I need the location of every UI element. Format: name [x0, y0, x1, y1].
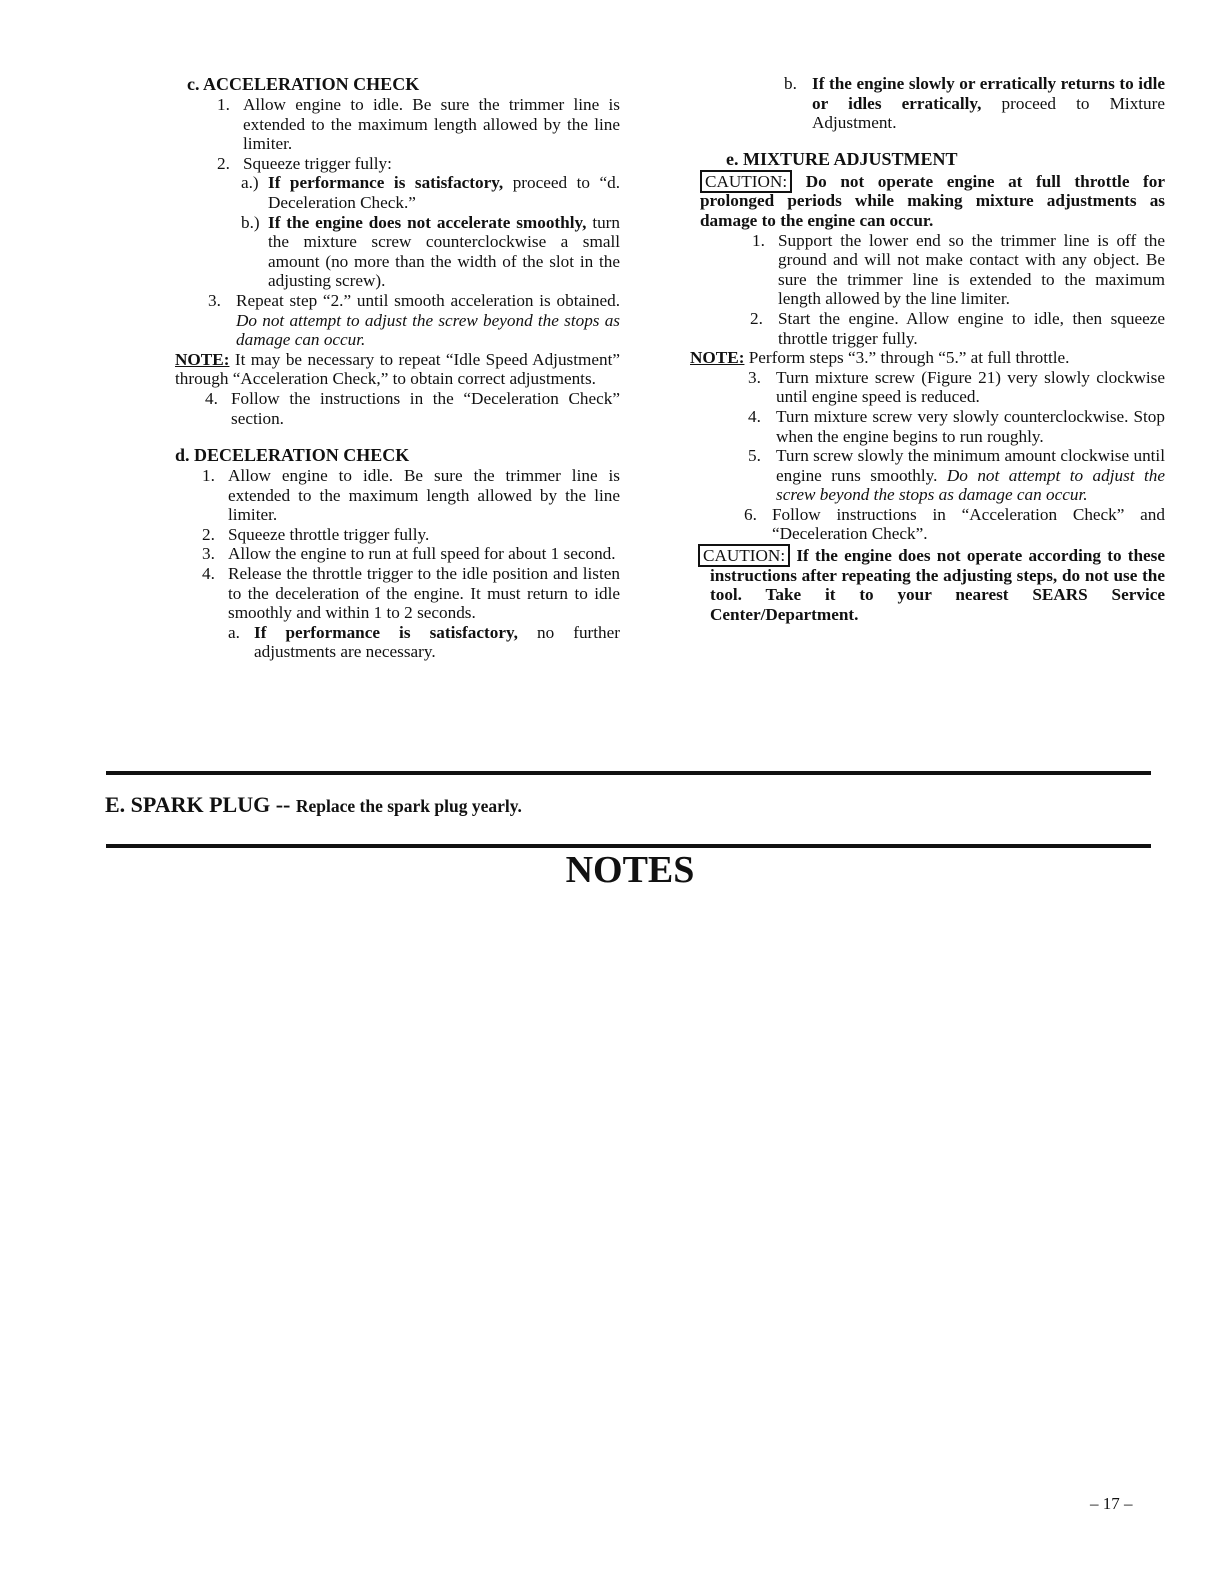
list-item: 2. Squeeze trigger fully: [217, 153, 392, 173]
list-item: 2. Squeeze throttle trigger fully. [202, 524, 430, 544]
list-item: 3. Repeat step “2.” until smooth acceleration is obtained. Do not attempt to adjust the screw beyond the stops as damage can occur. [208, 290, 620, 350]
list-item: a. If performance is satisfactory, no further adjustments are necessary. [228, 622, 621, 662]
acceleration-check-heading: c. ACCELERATION CHECK [187, 74, 420, 94]
list-item: a.) If performance is satisfactory, proceed to “d. Deceleration Check.” [241, 173, 621, 212]
list-item: 2. Start the engine. Allow engine to idle, then squeeze throttle trigger fully. [750, 308, 1165, 348]
list-item: 4. Release the throttle trigger to the idle position and listen to the deceleration of the engine. It must return to idle smoothly and within 1 to 2 seconds. [202, 564, 620, 623]
list-item: 1. Allow engine to idle. Be sure the trimmer line is extended to the maximum length allowed by the line limiter. [202, 466, 620, 525]
list-item: 4. Turn mixture screw very slowly counterclockwise. Stop when the engine begins to run roughly. [748, 406, 1165, 446]
list-item: b. If the engine slowly or erratically returns to idle or idles erratically, proceed to Mixture Adjustment. [784, 74, 1166, 133]
list-item: 3. Allow the engine to run at full speed for about 1 second. [202, 544, 616, 564]
caution-box: CAUTION: Do not operate engine at full throttle for prolonged periods while making mixture adjustments as damage to the engine can occur. [700, 171, 1165, 230]
divider [106, 771, 1151, 775]
page-number: – 17 – [1090, 1494, 1133, 1513]
list-item: 6. Follow instructions in “Acceleration Check” and “Deceleration Check”. [744, 504, 1165, 544]
note: NOTE: Perform steps “3.” through “5.” at full throttle. [690, 348, 1070, 368]
note: NOTE: It may be necessary to repeat “Idle Speed Adjustment” through “Acceleration Check,” to obtain correct adjustments. [175, 349, 620, 389]
caution-label: CAUTION: [700, 170, 792, 193]
spark-plug-line: E. SPARK PLUG -- Replace the spark plug yearly. [105, 792, 522, 817]
caution-label: CAUTION: [698, 544, 790, 567]
caution-box: CAUTION: If the engine does not operate according to these instructions after repeating the adjusting steps, do not use the tool. Take it to your nearest SEARS Service Center/Department. [690, 546, 1165, 624]
right-column [690, 74, 1165, 624]
left-column [175, 74, 620, 662]
list-item: 3. Turn mixture screw (Figure 21) very slowly clockwise until engine speed is reduced. [748, 367, 1165, 407]
list-item: b.) If the engine does not accelerate smoothly, turn the mixture screw counterclockwise a small amount (no more than the width of the slot in the adjusting screw). [241, 212, 620, 291]
mixture-adjustment-heading: e. MIXTURE ADJUSTMENT [726, 148, 958, 169]
list-item: 4. Follow the instructions in the “Deceleration Check” section. [205, 388, 620, 428]
deceleration-check-heading: d. DECELERATION CHECK [175, 445, 410, 466]
notes-title: NOTES [565, 849, 695, 891]
list-item: 5. Turn screw slowly the minimum amount clockwise until engine runs smoothly. Do not attempt to adjust the screw beyond the stops as damage can occur. [748, 446, 1165, 505]
spark-plug-heading: E. SPARK PLUG [105, 792, 271, 817]
list-item: 1. Support the lower end so the trimmer line is off the ground and will not make contact with any object. Be sure the trimmer line is extended to the maximum length allowed by the line limiter. [752, 230, 1165, 309]
list-item: 1. Allow engine to idle. Be sure the trimmer line is extended to the maximum length allowed by the line limiter. [217, 95, 620, 154]
